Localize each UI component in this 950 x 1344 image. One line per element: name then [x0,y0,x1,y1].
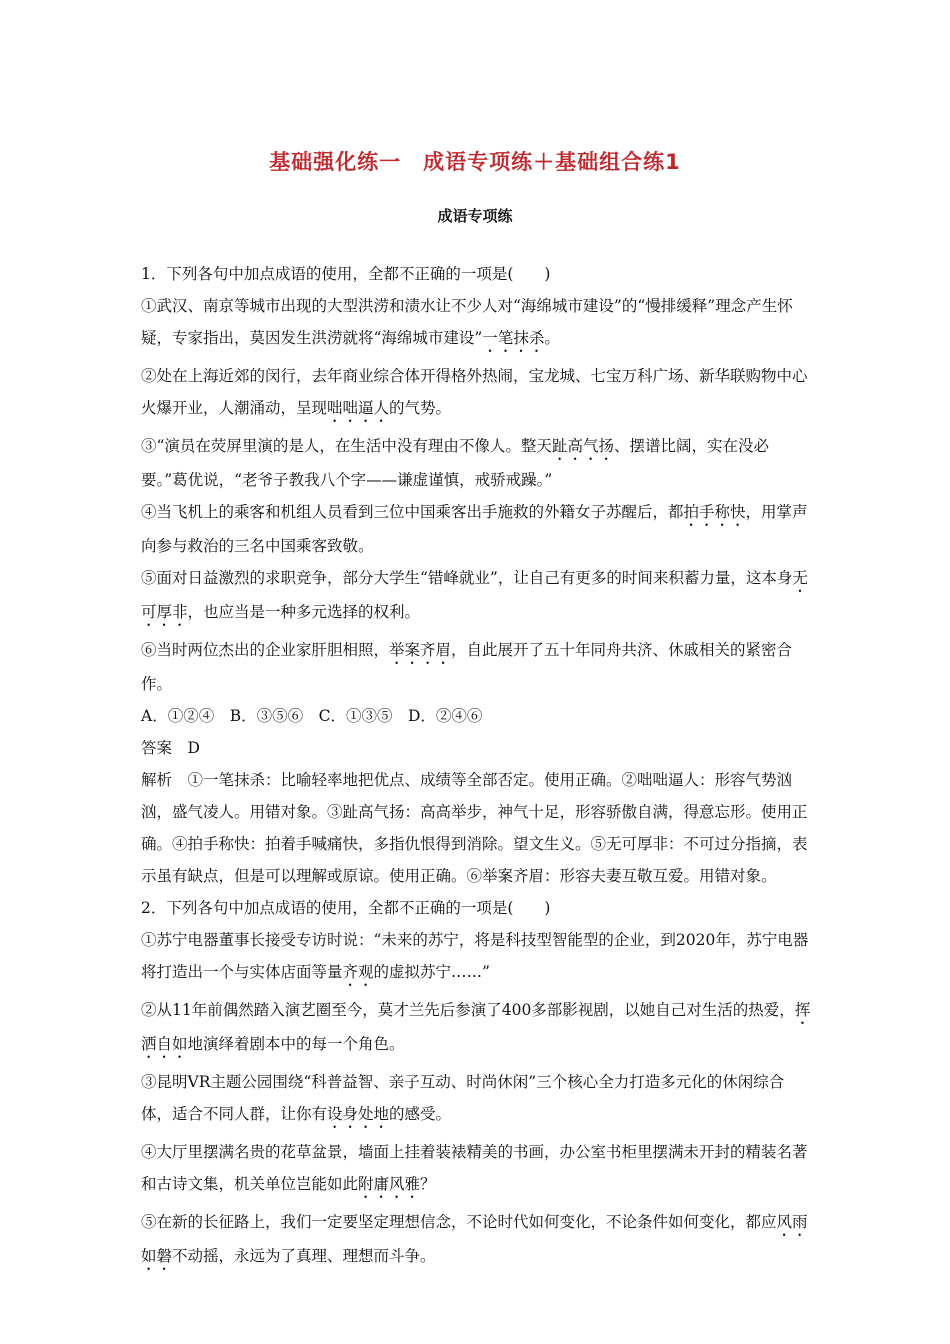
sentence-text: ⑤在新的长征路上，我们一定要坚定理想信念，不论时代如何变化，不论条件如何变化，都应 [141,1213,777,1231]
sentence-text: ①武汉、南京等城市出现的大型洪涝和渍水让不少人对“海绵城市建设”的“慢排缓释”理念产生怀疑，专家指出，莫因发生洪涝就将“海绵城市建设” [141,297,793,347]
section-heading: 成语专项练 [437,207,513,225]
sentence-text: 、摆谱比阔，实在没必要。”葛优说，“老爷子教我八个字——谦虚谨慎，戒骄戒躁。” [141,437,769,489]
sentence-text: ？ [420,1175,436,1193]
dotted-idiom: 无可厚非 [141,569,808,621]
sentence-text: ③“演员在荧屏里演的是人，在生活中没有理由不像人。整天 [141,437,552,455]
sentence-text: ，自此展开了五十年同舟共济、休戚相关的紧密合作。 [141,641,793,693]
dotted-idiom: 举案齐眉 [389,641,452,659]
question-1-sentence-1 [141,290,813,356]
dotted-idiom: 一笔抹杀 [482,329,545,347]
sentence-text: ②处在上海近郊的闵行，去年商业综合体开得格外热闹，宝龙城、七宝万科广场、新华联购物中心火爆开业，人潮涌动，呈现 [141,367,808,417]
sentence-text: ，用掌声向参与救治的三名中国乘客致敬。 [141,503,808,555]
dotted-idiom: 设身处地 [327,1105,390,1123]
sentence-text: ④当飞机上的乘客和机组人员看到三位中国乘客出手施救的外籍女子苏醒后，都 [141,503,684,521]
dotted-idiom: 附庸风雅 [358,1175,421,1193]
dotted-idiom: 挥洒自如 [141,1001,811,1053]
sentence-text: 的气势。 [389,399,452,417]
sentence-text: ④大厅里摆满名贵的花草盆景，墙面上挂着装裱精美的书画，办公室书柜里摆满未开封的精装名著和古诗文集，机关单位岂能如此 [141,1143,808,1193]
sentence-text: ，也应当是一种多元选择的权利。 [187,603,421,621]
question-2-sentence-2 [141,994,813,1062]
sentence-text: ③昆明VR主题公园围绕“科普益智、亲子互动、时尚休闲”三个核心全力打造多元化的休闲综合体，适合不同人群，让你有 [141,1073,785,1123]
dotted-idiom: 齐观 [342,963,374,981]
dotted-idiom: 拍手称快 [683,503,746,521]
page-title: 基础强化练一 成语专项练＋基础组合练1 [269,150,681,174]
dotted-idiom: 风雨如磐 [141,1213,808,1265]
sentence-text: 地演绎着剧本中的每一个角色。 [187,1035,405,1053]
question-1-sentence-3 [141,430,813,496]
question-2-sentence-3 [141,1066,813,1132]
question-1-sentence-4 [141,496,813,562]
question-1-sentence-6 [141,634,813,700]
sentence-text: 。 [544,329,560,347]
sentence-text: 的感受。 [389,1105,452,1123]
question-1-sentence-2 [141,360,813,426]
document-body [141,258,813,1274]
question-1-stem: 1．下列各句中加点成语的使用，全都不正确的一项是( ) [141,265,551,283]
sentence-text: ⑤面对日益激烈的求职竞争，部分大学生“错峰就业”，让自己有更多的时间来积蓄力量，这本身 [141,569,793,587]
dotted-idiom: 咄咄逼人 [327,399,390,417]
dotted-idiom: 趾高气扬 [551,437,614,455]
question-2-sentence-5 [141,1206,813,1274]
sentence-text: ②从11年前偶然踏入演艺圈至今，莫才兰先后参演了400多部影视剧，以她自己对生活的热爱， [141,1001,795,1019]
question-2-sentence-1 [141,924,813,990]
question-2-stem: 2．下列各句中加点成语的使用，全都不正确的一项是( ) [141,899,551,917]
question-2-sentence-4 [141,1136,813,1202]
question-1-answer: 答案 D [141,739,200,757]
question-1-analysis: 解析 ①一笔抹杀：比喻轻率地把优点、成绩等全部否定。使用正确。②咄咄逼人：形容气势汹汹，盛气凌人。用错对象。③趾高气扬：高高举步，神气十足，形容骄傲自满，得意忘形。使用正确。④拍手称快：拍着手喊痛快，多指仇恨得到消除。望文生义。⑤无可厚非：不可过分指摘，表示虽有缺点，但是可以理解或原谅。使用正确。⑥举案齐眉：形容夫妻互敬互爱。用错对象。 [141,771,808,885]
sentence-text: ①苏宁电器董事长接受专访时说：“未来的苏宁，将是科技型智能型的企业，到2020年，苏宁电器将打造出一个与实体店面等量 [141,931,809,981]
question-1-options: A．①②④ B．③⑤⑥ C．①③⑤ D．②④⑥ [141,707,483,725]
question-1-sentence-5 [141,562,813,630]
sentence-text: 不动摇，永远为了真理、理想而斗争。 [172,1247,436,1265]
sentence-text: ⑥当时两位杰出的企业家肝胆相照， [141,641,390,659]
sentence-text: 的虚拟苏宁……” [373,963,490,981]
